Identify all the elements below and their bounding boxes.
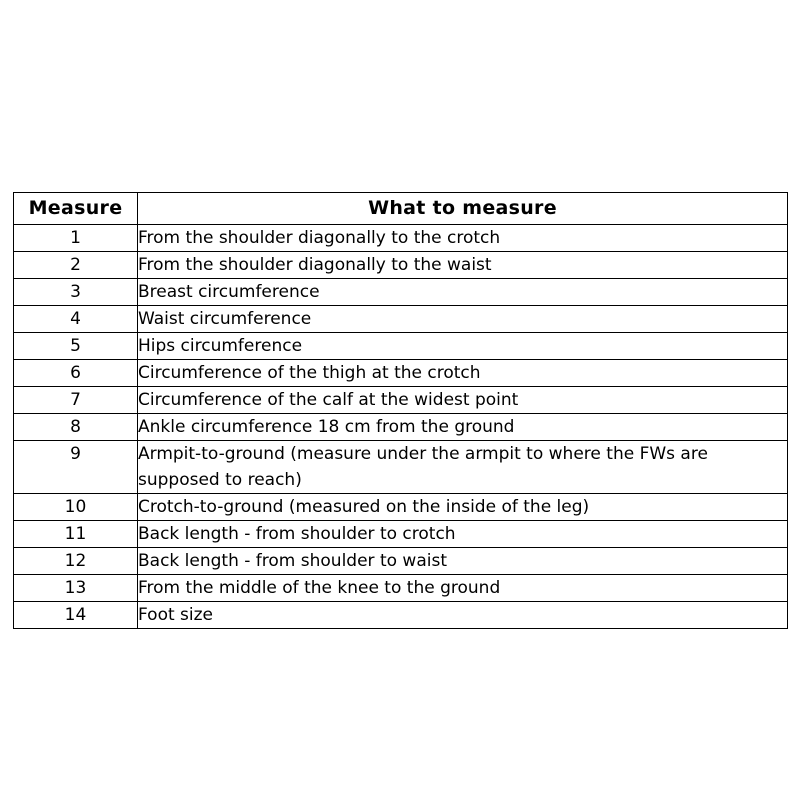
cell-measure-number: 2	[14, 252, 138, 279]
table-row	[14, 548, 788, 575]
cell-measure-number: 6	[14, 360, 138, 387]
cell-measure-number: 1	[14, 225, 138, 252]
table-row	[14, 360, 788, 387]
column-header-measure: Measure	[14, 193, 138, 225]
table-row	[14, 306, 788, 333]
measurement-table-container	[13, 192, 787, 629]
cell-measure-number: 3	[14, 279, 138, 306]
table-row	[14, 279, 788, 306]
cell-measure-description: Breast circumference	[138, 279, 788, 306]
cell-measure-description: Crotch-to-ground (measured on the inside of the leg)	[138, 494, 788, 521]
table-row	[14, 414, 788, 441]
cell-measure-number: 7	[14, 387, 138, 414]
cell-measure-description: Ankle circumference 18 cm from the ground	[138, 414, 788, 441]
cell-measure-number: 4	[14, 306, 138, 333]
table-body	[14, 225, 788, 629]
cell-measure-description: Foot size	[138, 602, 788, 629]
cell-measure-number: 12	[14, 548, 138, 575]
measurement-table	[13, 192, 788, 629]
cell-measure-number: 13	[14, 575, 138, 602]
cell-measure-number: 5	[14, 333, 138, 360]
column-header-what-to-measure: What to measure	[138, 193, 788, 225]
cell-measure-description: Hips circumference	[138, 333, 788, 360]
table-row	[14, 494, 788, 521]
cell-measure-description: From the shoulder diagonally to the crotch	[138, 225, 788, 252]
table-row	[14, 387, 788, 414]
table-row	[14, 521, 788, 548]
cell-measure-description: Armpit-to-ground (measure under the armpit to where the FWs are supposed to reach)	[138, 441, 788, 494]
cell-measure-number: 10	[14, 494, 138, 521]
cell-measure-number: 8	[14, 414, 138, 441]
cell-measure-description: From the shoulder diagonally to the waist	[138, 252, 788, 279]
cell-measure-number: 9	[14, 441, 138, 494]
cell-measure-description: Circumference of the thigh at the crotch	[138, 360, 788, 387]
table-row	[14, 602, 788, 629]
table-row	[14, 252, 788, 279]
cell-measure-description: From the middle of the knee to the ground	[138, 575, 788, 602]
table-row	[14, 441, 788, 494]
table-header-row	[14, 193, 788, 225]
table-row	[14, 225, 788, 252]
cell-measure-number: 14	[14, 602, 138, 629]
cell-measure-number: 11	[14, 521, 138, 548]
cell-measure-description: Waist circumference	[138, 306, 788, 333]
cell-measure-description: Circumference of the calf at the widest point	[138, 387, 788, 414]
cell-measure-description: Back length - from shoulder to crotch	[138, 521, 788, 548]
cell-measure-description: Back length - from shoulder to waist	[138, 548, 788, 575]
table-row	[14, 575, 788, 602]
table-row	[14, 333, 788, 360]
